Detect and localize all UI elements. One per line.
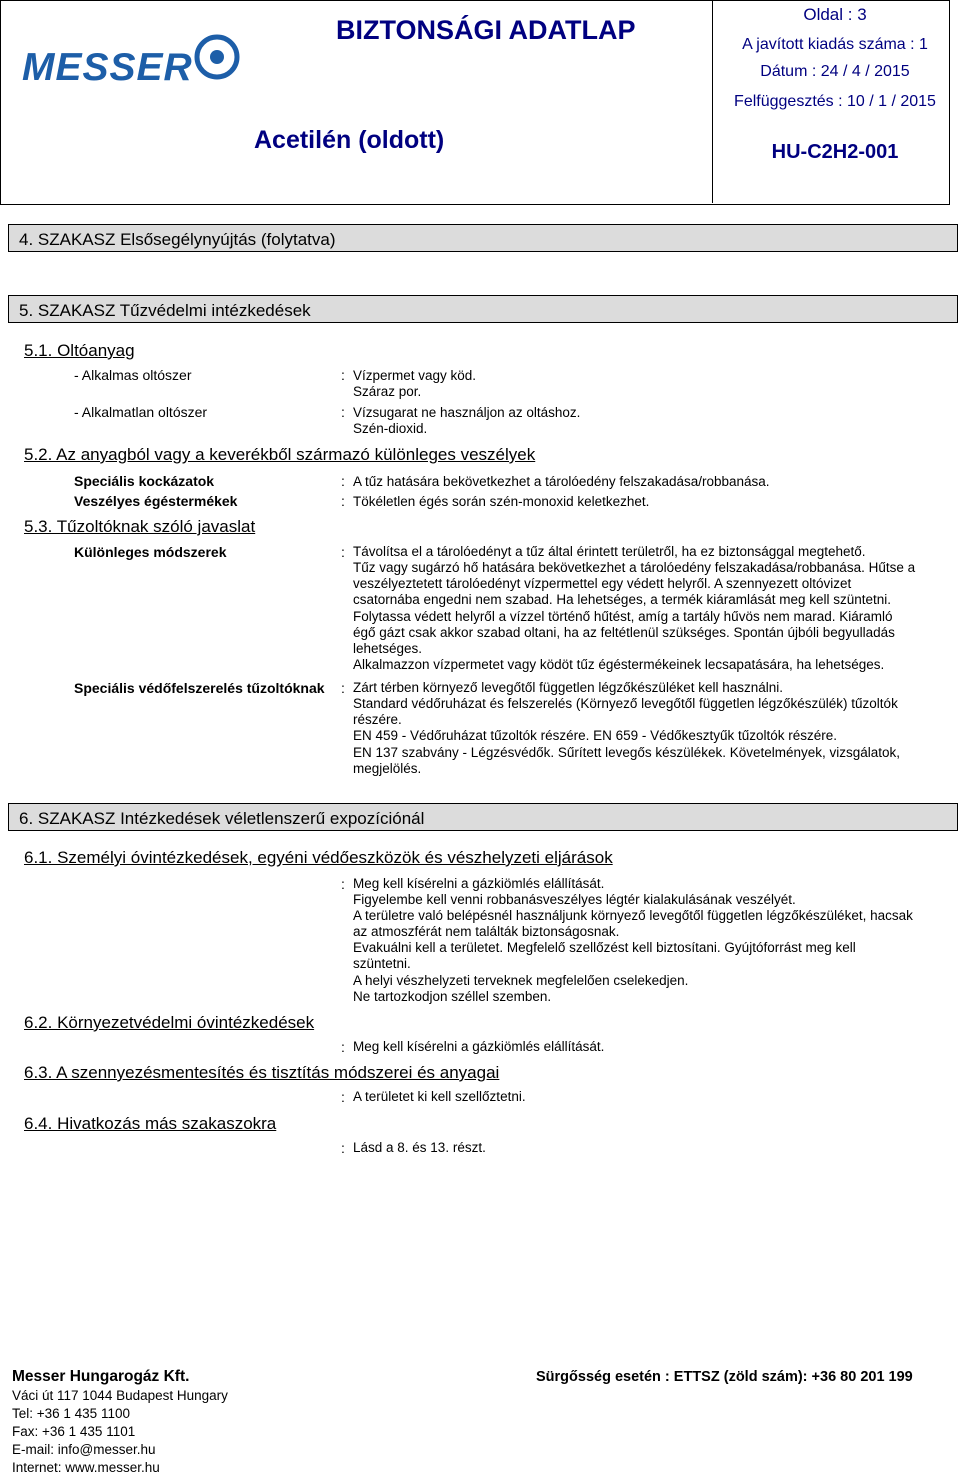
- special-risks-value: A tűz hatására bekövetkezhet a tárolóedény felszakadása/robbanása.: [353, 474, 770, 489]
- section-5-title: 5. SZAKASZ Tűzvédelmi intézkedések: [19, 301, 311, 320]
- special-methods-line-4: csatornába engedni nem szabad. Ha lehetséges, a termék kiáramlását meg kell szüntetni.: [353, 592, 892, 607]
- personal-precautions-line-1: Meg kell kísérelni a gázkiömlés elállítását.: [353, 876, 605, 891]
- footer-tel: Tel: +36 1 435 1100: [12, 1406, 130, 1421]
- ppe-firefighters-line-4: EN 459 - Védőruházat tűzoltók részére. EN 659 - Védőkesztyűk tűzoltók részére.: [353, 728, 837, 743]
- revision-number: A javított kiadás száma : 1: [742, 36, 928, 53]
- special-methods-line-1: Távolítsa el a tárolóedényt a tűz által érintett területről, ha ez biztonsággal megtehető.: [353, 544, 866, 559]
- special-methods-line-5: Folytassa védett helyről a vízzel történő hűtést, amíg a tartály hűvös nem marad. Kiáramló: [353, 609, 893, 624]
- references-value: Lásd a 8. és 13. részt.: [353, 1140, 486, 1155]
- page-number: Oldal : 3: [803, 5, 867, 24]
- personal-precautions-line-3: A területre való belépésnél használjunk környező levegőtől független légzőkészüléket, hacsak: [353, 908, 913, 923]
- footer-email: E-mail: info@messer.hu: [12, 1442, 156, 1457]
- footer-address: Váci út 117 1044 Budapest Hungary: [12, 1388, 228, 1403]
- section-4-title: 4. SZAKASZ Elsősegélynyújtás (folytatva): [19, 230, 336, 249]
- suitable-media-value-1: Vízpermet vagy köd.: [353, 368, 477, 383]
- unsuitable-media-label: - Alkalmatlan oltószer: [74, 404, 208, 420]
- supersedes-date: Felfüggesztés : 10 / 1 / 2015: [734, 93, 936, 110]
- special-methods-label: Különleges módszerek: [74, 544, 227, 560]
- ppe-firefighters-line-6: megjelölés.: [353, 761, 422, 776]
- personal-precautions-line-6: szüntetni.: [353, 956, 411, 971]
- environmental-precautions-value: Meg kell kísérelni a gázkiömlés elállítását.: [353, 1039, 605, 1054]
- ppe-firefighters-line-1: Zárt térben környező levegőtől független légzőkészüléket kell használni.: [353, 680, 784, 695]
- special-methods-line-8: Alkalmazzon vízpermetet vagy ködöt tűz égéstermékeinek lecsapatására, ha lehetséges.: [353, 657, 885, 672]
- special-methods-line-3: veszélyeztetett tárolóedényt vízpermettel egy védett helyről. A szennyezett oltóvizet: [353, 576, 852, 591]
- section-5-bar: [8, 295, 958, 323]
- subsection-6-4-title: 6.4. Hivatkozás más szakaszokra: [24, 1114, 277, 1133]
- footer-web: Internet: www.messer.hu: [12, 1460, 160, 1475]
- personal-precautions-line-8: Ne tartozkodjon széllel szemben.: [353, 989, 552, 1004]
- footer-emergency: Sürgősség esetén : ETTSZ (zöld szám): +36 80 201 199: [536, 1369, 913, 1385]
- personal-precautions-line-5: Evakuálni kell a területet. Megfelelő szellőzést kell biztosítani. Gyújtóforrást meg kell: [353, 940, 856, 955]
- section-6-title: 6. SZAKASZ Intézkedések véletlenszerű expozíciónál: [19, 809, 425, 828]
- personal-precautions-line-4: az atmoszférát nem találták biztonságosnak.: [353, 924, 620, 939]
- special-methods-line-7: lehetséges.: [353, 641, 423, 656]
- subsection-6-3-title: 6.3. A szennyezésmentesítés és tisztítás módszerei és anyagai: [24, 1063, 500, 1082]
- cleanup-methods-value: A területet ki kell szellőztetni.: [353, 1089, 526, 1104]
- ppe-firefighters-line-3: részére.: [353, 712, 402, 727]
- unsuitable-media-value-2: Szén-dioxid.: [353, 421, 428, 436]
- personal-precautions-line-7: A helyi vészhelyzeti terveknek megfelelően cselekedjen.: [353, 973, 689, 988]
- footer-fax: Fax: +36 1 435 1101: [12, 1424, 136, 1439]
- document-header: [0, 0, 950, 205]
- personal-precautions-line-2: Figyelembe kell venni robbanásveszélyes légtér kialakulásának veszélyét.: [353, 892, 796, 907]
- special-methods-line-6: égő gázt csak akkor szabad oltani, ha az feltétlenül szükséges. Spontán újbóli begyulladás: [353, 625, 895, 640]
- product-name: Acetilén (oldott): [254, 126, 445, 154]
- unsuitable-media-value-1: Vízsugarat ne használjon az oltáshoz.: [353, 405, 581, 420]
- suitable-media-value-2: Száraz por.: [353, 384, 422, 399]
- messer-logo-text: MESSER: [22, 46, 193, 89]
- combustion-products-label: Veszélyes égéstermékek: [74, 493, 238, 509]
- special-risks-label: Speciális kockázatok: [74, 473, 215, 489]
- subsection-5-2-title: 5.2. Az anyagból vagy a keverékből származó különleges veszélyek: [24, 445, 536, 464]
- section-4-bar: [8, 224, 958, 252]
- ppe-firefighters-label: Speciális védőfelszerelés tűzoltóknak: [74, 680, 325, 696]
- header-divider: [712, 0, 713, 203]
- subsection-5-3-title: 5.3. Tűzoltóknak szóló javaslat: [24, 517, 256, 536]
- subsection-6-1-title: 6.1. Személyi óvintézkedések, egyéni védőeszközök és vészhelyzeti eljárások: [24, 848, 613, 867]
- suitable-media-label: - Alkalmas oltószer: [74, 367, 192, 383]
- footer-company: Messer Hungarogáz Kft.: [12, 1368, 190, 1385]
- ppe-firefighters-line-5: EN 137 szabvány - Légzésvédők. Sűrített levegős készülékek. Követelmények, vizsgálatok,: [353, 745, 901, 760]
- document-title: BIZTONSÁGI ADATLAP: [336, 15, 636, 45]
- product-code: HU-C2H2-001: [771, 141, 899, 163]
- section-6-bar: [8, 803, 958, 831]
- subsection-6-2-title: 6.2. Környezetvédelmi óvintézkedések: [24, 1013, 315, 1032]
- subsection-5-1-title: 5.1. Oltóanyag: [24, 341, 135, 360]
- revision-date: Dátum : 24 / 4 / 2015: [760, 63, 910, 80]
- special-methods-line-2: Tűz vagy sugárzó hő hatására bekövetkezhet a tárolóedény felszakadása/robbanása. Hűtse a: [353, 560, 916, 575]
- messer-logo-icon: [194, 34, 240, 80]
- combustion-products-value: Tökéletlen égés során szén-monoxid keletkezhet.: [353, 494, 650, 509]
- ppe-firefighters-line-2: Standard védőruházat és felszerelés (Környező levegőtől független légzőkészülék) tűzoltók: [353, 696, 898, 711]
